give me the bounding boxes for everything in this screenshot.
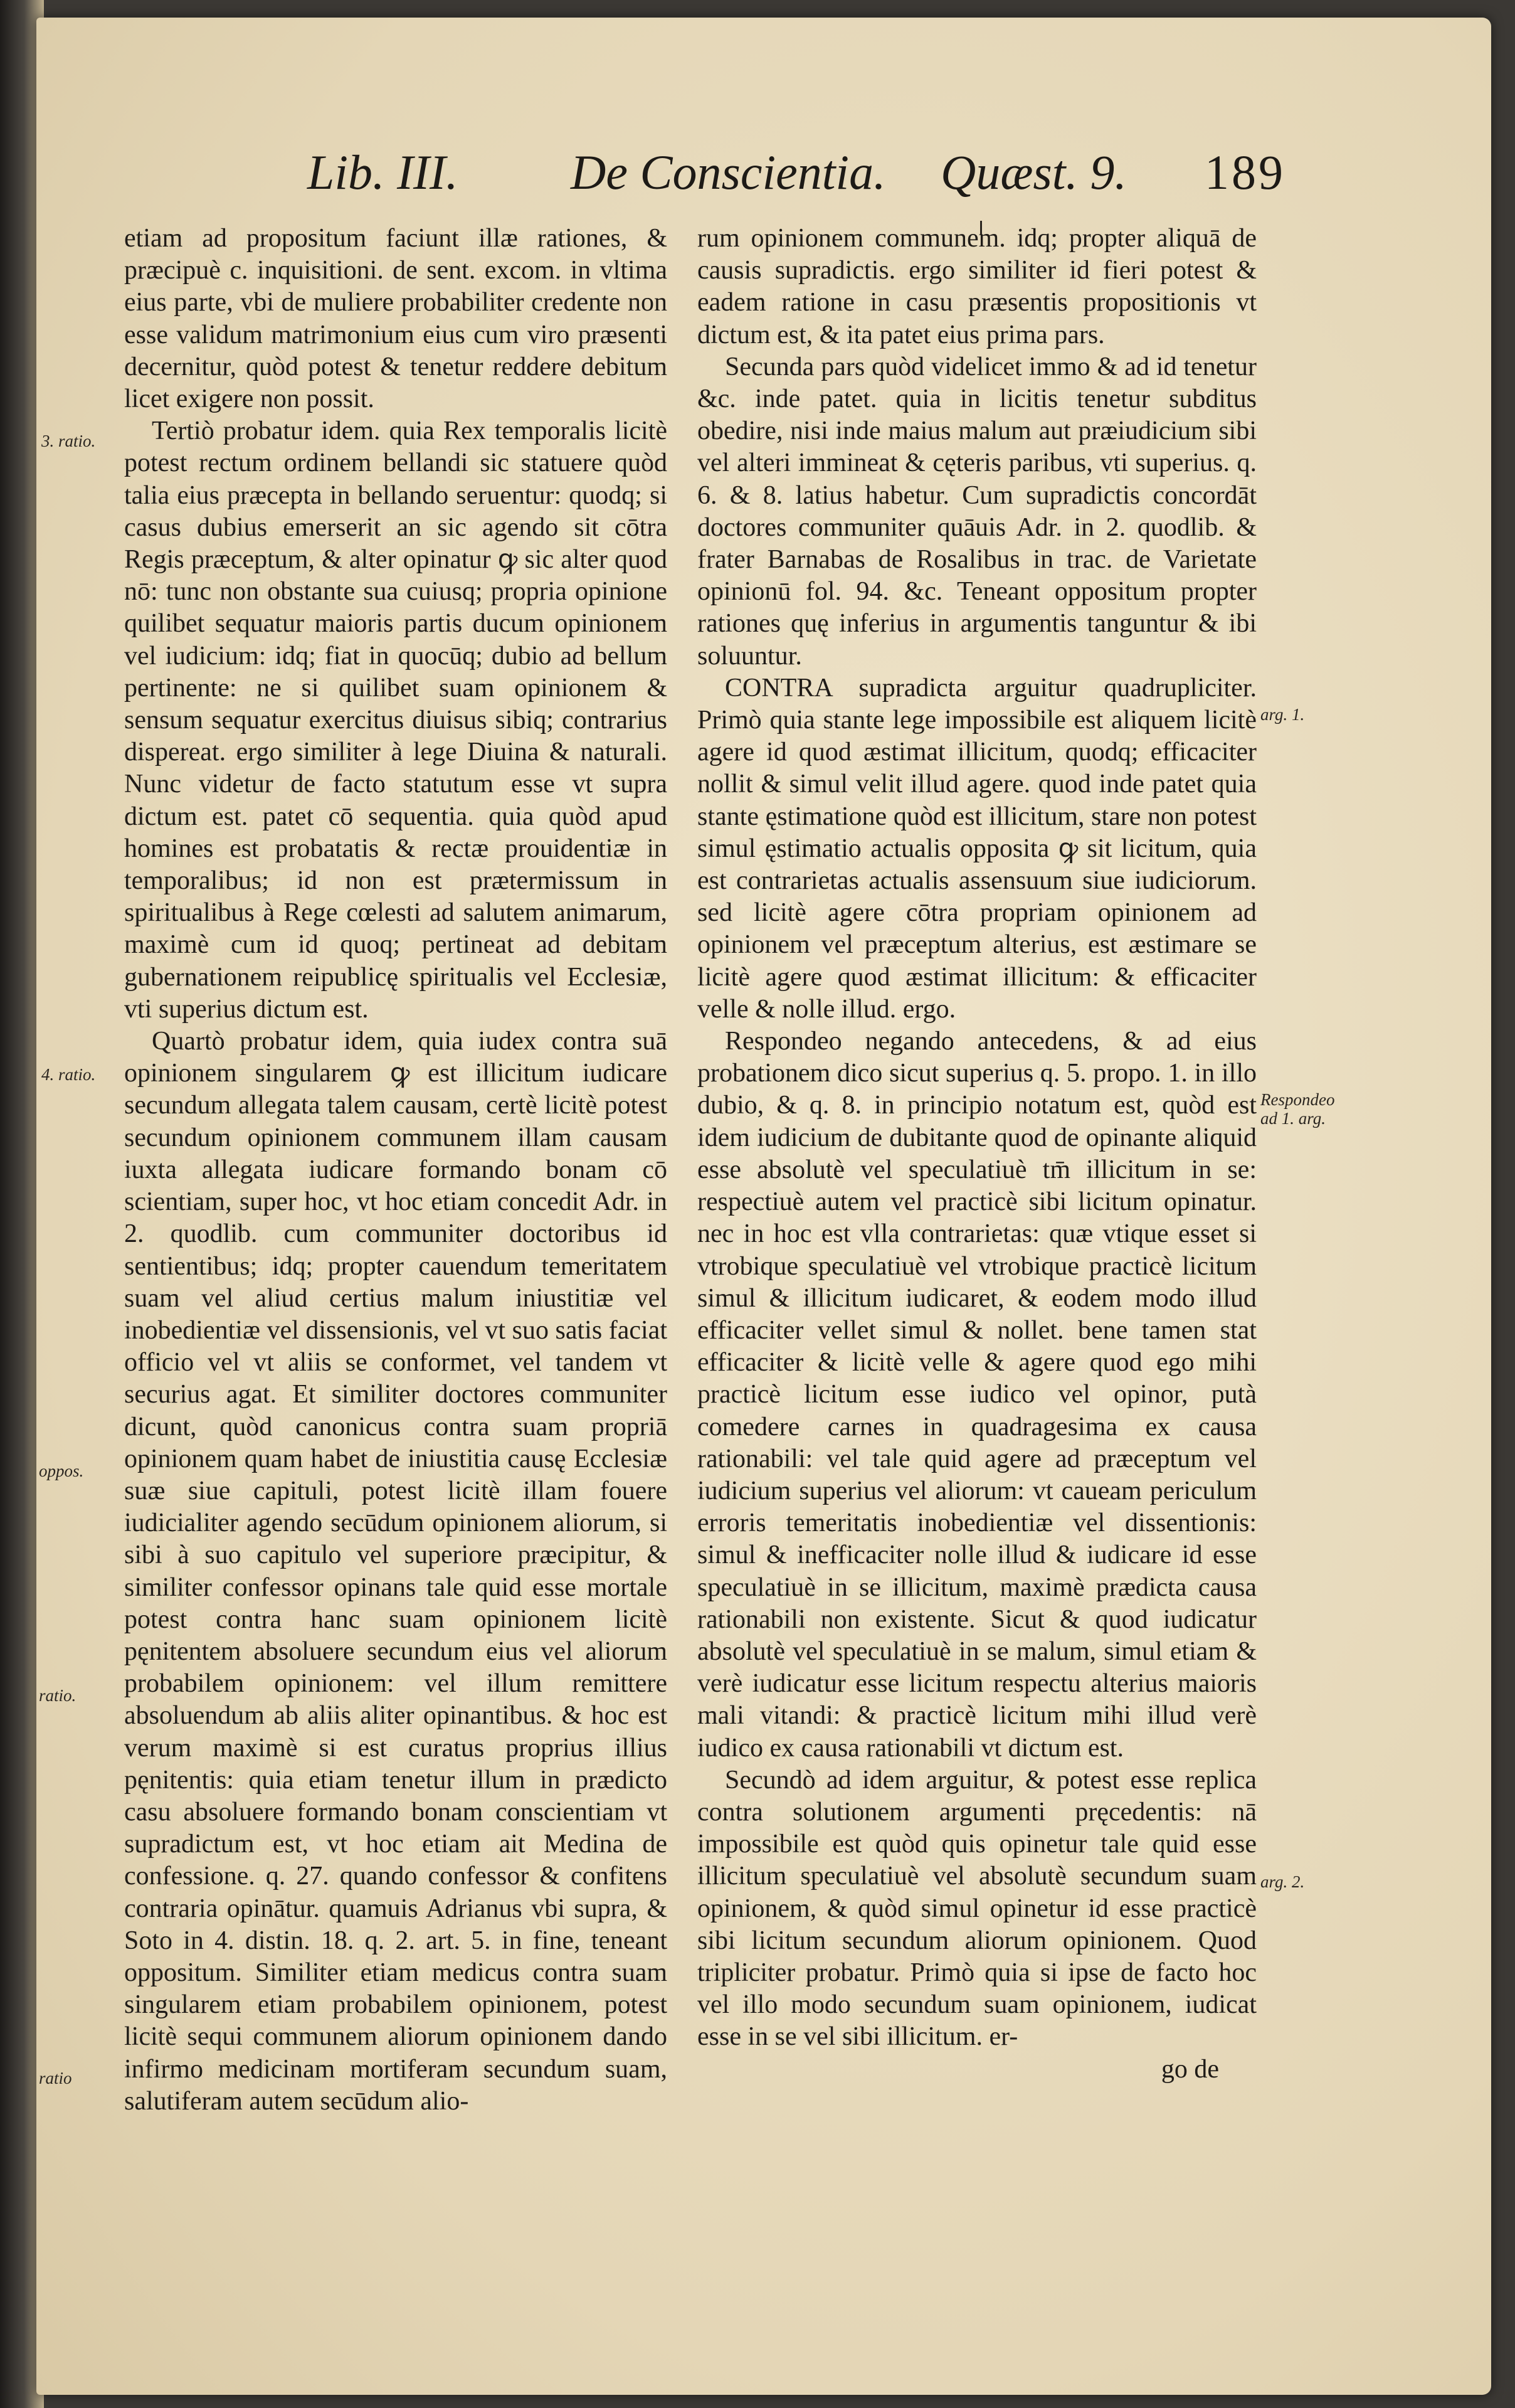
right-paragraph-3: CONTRA supradicta arguitur quadrupliciter. Primò quia stante lege impossibile est aliquem licitè agere id quod æstimat illicitum, quodq; efficaciter nollit & simul velit illud agere. quod inde patet quia stante ęstimatione quòd est illicitum, stare non potest simul ęstimatio actualis opposita ꝙ sit licitum, quia est contrarietas actualis assensuum siue iudiciorum. sed licitè agere cōtra propriam opinionem ad opinionem vel præceptum alterius, est æstimare se licitè agere quod æstimat illicitum: & efficaciter velle & nolle illud. ergo. — [697, 673, 1257, 1024]
margin-note-arg-1: arg. 1. — [1260, 705, 1305, 724]
margin-note-arg-2: arg. 2. — [1260, 1872, 1305, 1891]
left-paragraph-3: Quartò probatur idem, quia iudex contra suā opinionem singularem ꝙ est illicitum iudicare secundum allegata talem causam, certè licitè potest secundum opinionem communem illam causam iuxta allegata iudicare formando bonam cō scientiam, super hoc, vt hoc etiam concedit Adr. in 2. quodlib. cum communiter doctoribus id sentientibus; idq; propter cauendum temeritatem suam vel aliud certius malum iniustitiæ vel inobedientiæ vel dissensionis, vel vt suo satis faciat officio vel vt aliis se conformet, vel tandem vt securius agat. Et similiter doctores communiter dicunt, quòd canonicus contra suam propriā opinionem quam habet de iniustitia causę Ecclesiæ suæ siue capituli, potest licitè illam fouere iudicialiter agendo secūdum opinionem aliorum, si sibi à suo capitulo vel superiore præcipitur, & similiter confessor opinans tale quid esse mortale potest contra hanc suam opinionem licitè pęnitentem absoluere secundum eius vel aliorum probabilem opinionem: vel illum remittere absoluendum ab aliis aliter opinantibus. & hoc est verum maximè si est curatus proprius illius pęnitentis: quia etiam tenetur illum in prædicto casu absoluere formando bonam conscientiam vt supradictum est, vt hoc etiam ait Medina de confessione. q. 27. quando confessor & confitens contraria opinātur. quamuis Adrianus vbi supra, & Soto in 4. distin. 18. q. 2. art. 5. in fine, teneant oppositum. Similiter etiam medicus contra suam singularem etiam probabilem opinionem, potest licitè sequi communem aliorum opinionem dando infirmo medicinam mortiferam secundum suam, salutiferam autem secūdum alio- — [124, 1027, 667, 2116]
right-paragraph-1: rum opinionem communem. idq; propter aliquā de causis supradictis. ergo similiter id fieri potest & eadem ratione in casu præsentis propositionis vt dictum est, & ita patet eius prima pars. — [697, 224, 1257, 349]
catchword: go de — [1161, 2054, 1219, 2084]
right-column — [697, 223, 1257, 2255]
margin-note-ratio-clipped: ratio. — [39, 1686, 77, 1705]
running-head-book: Lib. III. — [307, 145, 458, 199]
right-paragraph-2: Secunda pars quòd videlicet immo & ad id tenetur &c. inde patet. quia in licitis tenetur subditus obedire, nisi inde maius malum aut præiudicium sibi vel alteri immineat & cęteris paribus, vti superius. q. 6. & 8. latius habetur. Cum supradictis concordāt doctores communiter quāuis Adr. in 2. quodlib. & frater Barnabas de Rosalibus in trac. de Varietate opinionū fol. 94. &c. Teneant oppositum propter rationes quę inferius in argumentis tanguntur & ibi soluuntur. — [697, 352, 1257, 671]
margin-note-oppos-clipped: oppos. — [39, 1461, 84, 1480]
margin-note-ratio-clipped-2: ratio — [39, 2069, 72, 2087]
running-head-quaestio: Quæst. 9. — [941, 145, 1127, 199]
margin-note-ratio-3: 3. ratio. — [41, 432, 96, 450]
left-paragraph-2: Tertiò probatur idem. quia Rex temporalis licitè potest rectum ordinem bellandi sic statuere quòd talia eius præcepta in bellando seruentur: quodq; si casus dubius emerserit an sic agendo sit cōtra Regis præceptum, & alter opinatur ꝙ sic alter quod nō: tunc non obstante sua cuiusq; propria opinione quilibet sequatur maioris partis ducum opinionem vel iudicium: idq; fiat in quocūq; dubio ad bellum pertinente: ne si quilibet suam opinionem & sensum sequatur exercitus diuisus sibiq; contrarius dispereat. ergo similiter à lege Diuina & naturali. Nunc videtur de facto statutum esse vt supra dictum est. patet cō sequentia. quia quòd apud homines est probatatis & rectæ prouidentiæ in temporalibus; id non est prætermissum in spiritualibus à Rege cœlesti ad salutem animarum, maximè cum id quoq; pertineat ad debitam gubernationem reipublicę spiritualis vel Ecclesiæ, vti superius dictum est. — [124, 416, 667, 1024]
page-number: 189 — [1205, 145, 1285, 199]
running-head — [307, 144, 1285, 220]
left-paragraph-1: etiam ad propositum faciunt illæ rationes, & præcipuè c. inquisitioni. de sent. excom. in vltima eius parte, vbi de muliere probabiliter credente non esse validum matrimonium eius cum viro præsenti decernitur, quòd potest & tenetur reddere debitum licet exigere non possit. — [124, 224, 667, 414]
margin-note-respondeo: Respondeo ad 1. arg. — [1260, 1090, 1335, 1128]
left-column — [124, 223, 667, 2255]
margin-note-ratio-4: 4. ratio. — [41, 1065, 96, 1084]
running-head-subject: De Conscientia. — [571, 145, 886, 199]
right-paragraph-4: Respondeo negando antecedens, & ad eius probationem dico sicut superius q. 5. propo. 1. in illo dubio, & q. 8. in principio notatum est, quòd est idem iudicium de dubitante quod de opinante aliquid esse absolutè vel speculatiuè tm̄ illicitum in se: respectiuè autem vel practicè sibi licitum opinatur. nec in hoc est vlla contrarietas: quæ vtique esset si vtrobique speculatiuè vel vtrobique practicè licitum simul & illicitum iudicaret, & eodem modo illud efficaciter vellet simul & nollet. bene tamen stat efficaciter & licitè velle & agere quod ego mihi practicè licitum esse iudico vel opinor, putà comedere carnes in quadragesima ex causa rationabili: vel tale quid agere ad præceptum vel iudicium superius vel aliorum: vt caueam periculum erroris temeritatis inobedientiæ vel dissentionis: simul & inefficaciter nolle illud & iudicare id esse speculatiuè in se illicitum, maximè prædicta causa rationabili non existente. Sicut & quod iudicatur absolutè vel speculatiuè in se malum, simul etiam & verè iudicatur esse licitum respectu alterius maioris mali vitandi: & practicè licitum mihi illud verè iudico ex causa rationabili vt dictum est. — [697, 1027, 1257, 1763]
right-paragraph-5: Secundò ad idem arguitur, & potest esse replica contra solutionem argumenti pręcedentis: nā impossibile est quòd quis opinetur tale quid esse illicitum speculatiuè vel absolutè secundum suam opinionem, & quòd simul opinetur id esse practicè sibi licitum secundum aliorum opinionem. Quod tripliciter probatur. Primò quia si ipse de facto hoc vel illo modo secundum suam opinionem, iudicat esse in se vel sibi illicitum. er- — [697, 1765, 1257, 2052]
